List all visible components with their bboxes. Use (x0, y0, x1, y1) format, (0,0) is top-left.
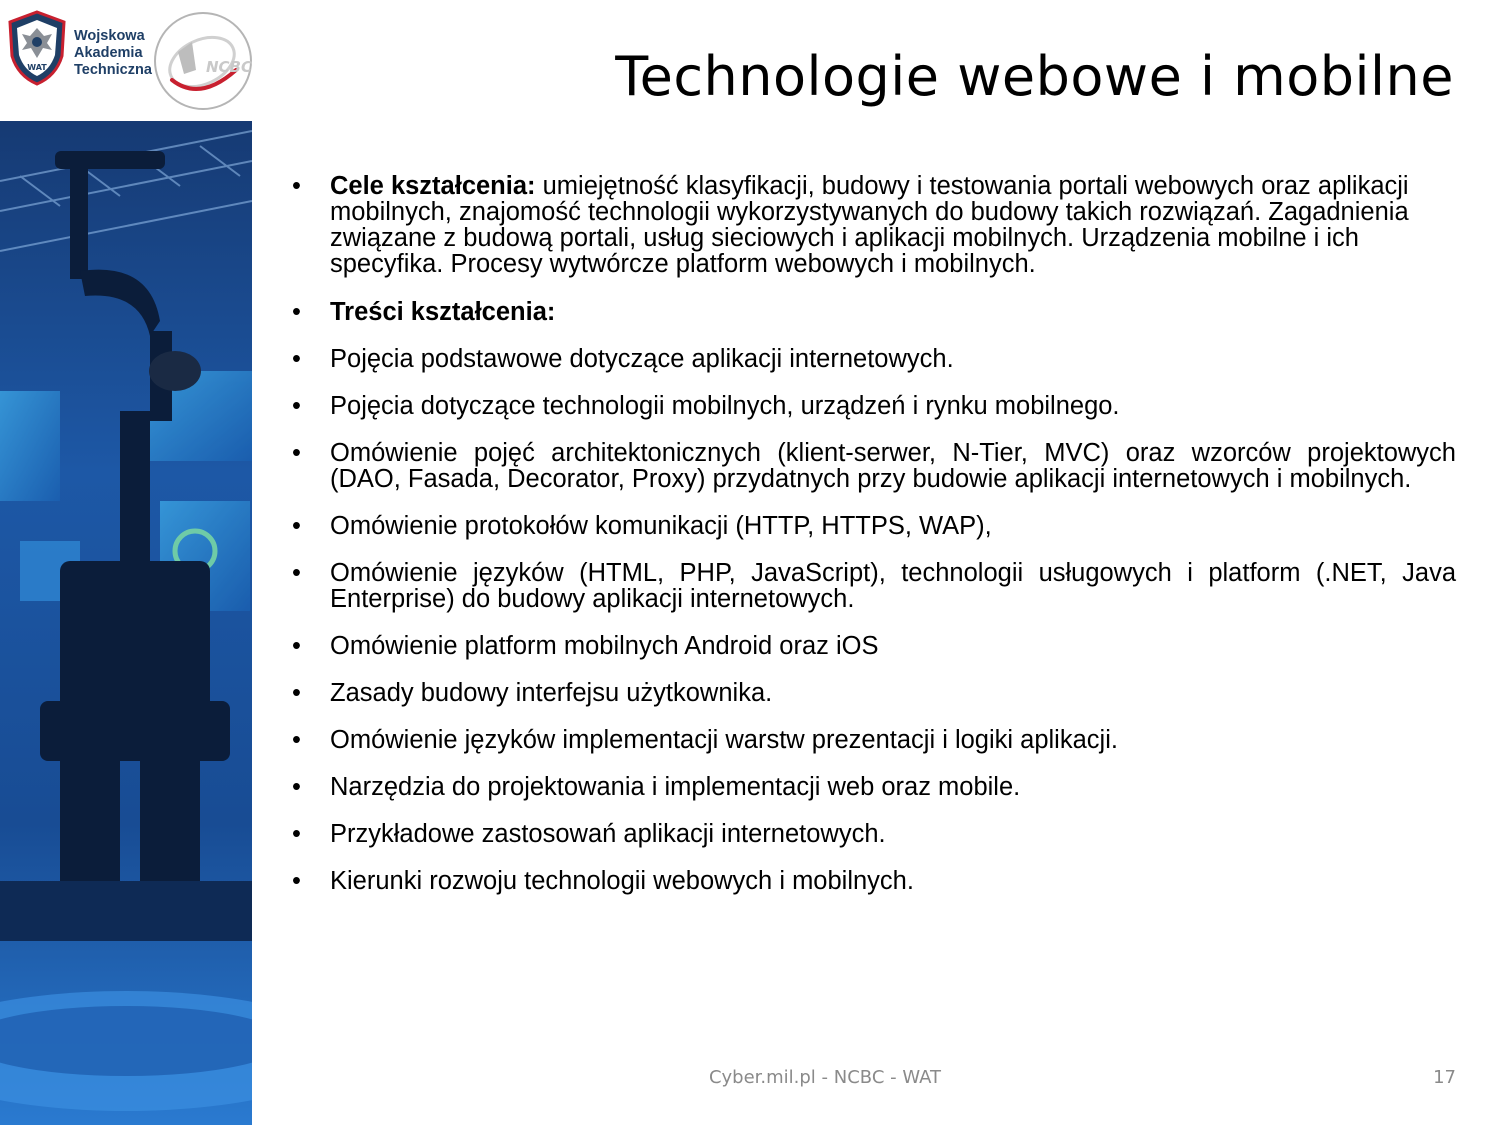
list-item (292, 727, 1456, 753)
bullet-icon: • (292, 726, 301, 754)
list-item (292, 299, 1456, 325)
list-item (292, 173, 1456, 277)
wat-shield-icon (6, 10, 68, 86)
item-text: Kierunki rozwoju technologii webowych i mobilnych. (330, 867, 914, 895)
content-list (292, 173, 1456, 915)
wat-wordmark-line: Wojskowa (74, 28, 145, 44)
item-text: Pojęcia dotyczące technologii mobilnych, urządzeń i rynku mobilnego. (330, 392, 1120, 420)
bullet-icon: • (292, 773, 301, 801)
footer-text: Cyber.mil.pl - NCBC - WAT (708, 1067, 942, 1088)
wat-wordmark-line: Akademia (74, 45, 143, 61)
bullet-icon: • (292, 512, 301, 540)
bullet-icon: • (292, 345, 301, 373)
item-text: Omówienie platform mobilnych Android oraz iOS (330, 632, 879, 660)
item-text: Narzędzia do projektowania i implementacji web oraz mobile. (330, 773, 1021, 801)
item-text: Zasady budowy interfejsu użytkownika. (330, 679, 773, 707)
list-item (292, 513, 1456, 539)
bullet-icon: • (292, 867, 301, 895)
bullet-icon: • (292, 559, 301, 587)
page-number: 17 (1433, 1067, 1456, 1088)
bullet-icon: • (292, 439, 301, 467)
side-photo (0, 121, 252, 1125)
svg-text:NCBC: NCBC (206, 58, 253, 76)
side-photo-graphic (0, 121, 252, 1125)
bullet-icon: • (292, 679, 301, 707)
list-item (292, 346, 1456, 372)
bullet-icon: • (292, 172, 301, 200)
list-item (292, 868, 1456, 894)
svg-text:WAT: WAT (27, 63, 47, 72)
list-item (292, 393, 1456, 419)
wat-wordmark (74, 28, 152, 79)
bullet-icon: • (292, 298, 301, 326)
list-item (292, 560, 1456, 612)
item-text: Omówienie protokołów komunikacji (HTTP, HTTPS, WAP), (330, 512, 992, 540)
bullet-icon: • (292, 392, 301, 420)
wat-logo (4, 10, 154, 90)
item-bold: Cele kształcenia: (330, 172, 536, 200)
list-item (292, 680, 1456, 706)
ncbc-logo (152, 10, 254, 112)
item-bold: Treści kształcenia: (330, 298, 556, 326)
list-item (292, 633, 1456, 659)
wat-wordmark-line: Techniczna (74, 62, 152, 78)
item-text: umiejętność klasyfikacji, budowy i testowania portali webowych oraz aplikacji mobilnych, znajomość technologii wykorzystywanych do budowy takich rozwiązań. Zagadnienia związane z budową portali, usług sieciowych i aplikacji mobilnych. Urządzenia mobilne i ich specyfika. Procesy wytwórcze platform webowych i mobilnych. (330, 172, 1409, 278)
item-text: Omówienie pojęć architektonicznych (klient-serwer, N-Tier, MVC) oraz wzorców projektowych (DAO, Fasada, Decorator, Proxy) przydatnych przy budowie aplikacji internetowych i mobilnych. (330, 439, 1456, 493)
list-item (292, 774, 1456, 800)
item-text: Pojęcia podstawowe dotyczące aplikacji internetowych. (330, 345, 954, 373)
slide-title: Technologie webowe i mobilne (615, 45, 1454, 108)
list-item (292, 821, 1456, 847)
bullet-icon: • (292, 632, 301, 660)
item-text: Omówienie języków (HTML, PHP, JavaScript), technologii usługowych i platform (.NET, Java Enterprise) do budowy aplikacji internetowych. (330, 559, 1456, 613)
item-text: Przykładowe zastosowań aplikacji internetowych. (330, 820, 886, 848)
list-item (292, 440, 1456, 492)
bullet-icon: • (292, 820, 301, 848)
item-text: Omówienie języków implementacji warstw prezentacji i logiki aplikacji. (330, 726, 1118, 754)
